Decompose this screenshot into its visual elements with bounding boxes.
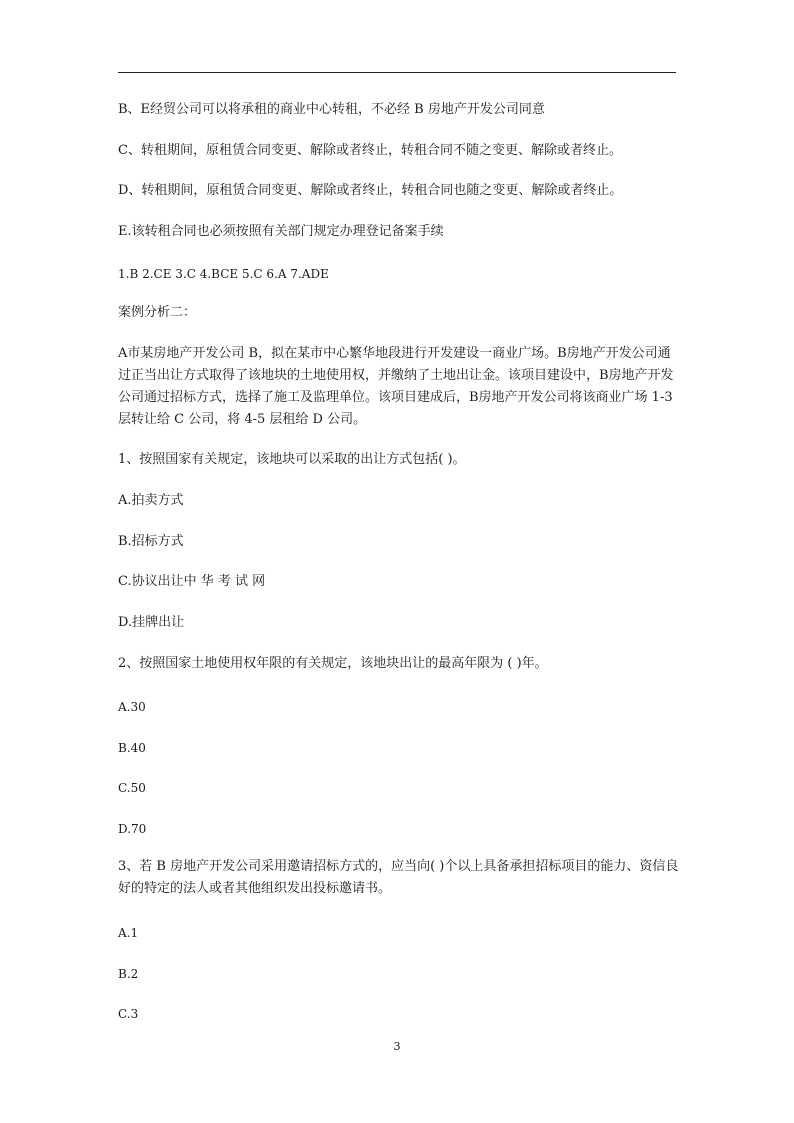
q3-option-b: B.2: [118, 967, 139, 981]
q1-option-a: A.拍卖方式: [118, 493, 184, 508]
case-description: A市某房地产开发公司 B，拟在某市中心繁华地段进行开发建设一商业广场。B房地产开发公司通过正当出让方式取得了该地块的土地使用权，并缴纳了土地出让金。该项目建设中，B房地产开发公司通过招标方式，选择了施工及监理单位。该项目建成后，B房地产开发公司将该商业广场 1-3 层转让给 C 公司，将 4-5 层租给 D 公司。: [118, 346, 674, 427]
q2-option-b: B.40: [118, 741, 146, 755]
header-rule: [118, 72, 676, 73]
question-2: 2、按照国家土地使用权年限的有关规定，该地块出让的最高年限为 ( )年。: [118, 656, 548, 671]
case-heading: 案例分析二：: [118, 305, 197, 320]
option-d-sublease: D、转租期间，原租赁合同变更、解除或者终止，转租合同也随之变更、解除或者终止。: [118, 183, 623, 198]
q2-option-c: C.50: [118, 781, 146, 795]
page-number: 3: [393, 1040, 401, 1053]
q3-option-a: A.1: [118, 926, 139, 940]
q1-option-d: D.挂牌出让: [118, 615, 185, 630]
option-c-sublease: C、转租期间，原租赁合同变更、解除或者终止，转租合同不随之变更、解除或者终止。: [118, 143, 622, 158]
q3-option-c: C.3: [118, 1007, 139, 1021]
question-1: 1、按照国家有关规定，该地块可以采取的出让方式包括( )。: [118, 452, 466, 467]
q1-option-c: C.协议出让中 华 考 试 网: [118, 574, 266, 589]
question-3: 3、若 B 房地产开发公司采用邀请招标方式的，应当向( )个以上具备承担招标项目的能力、资信良好的特定的法人或者其他组织发出投标邀请书。: [118, 859, 679, 896]
option-b-sublease: B、E经贸公司可以将承租的商业中心转租，不必经 B 房地产开发公司同意: [118, 102, 545, 117]
option-e-sublease: E.该转租合同也必须按照有关部门规定办理登记备案手续: [118, 224, 444, 239]
q2-option-d: D.70: [118, 822, 147, 836]
answer-key: 1.B 2.CE 3.C 4.BCE 5.C 6.A 7.ADE: [118, 267, 329, 281]
q2-option-a: A.30: [118, 700, 146, 714]
q1-option-b: B.招标方式: [118, 534, 184, 549]
